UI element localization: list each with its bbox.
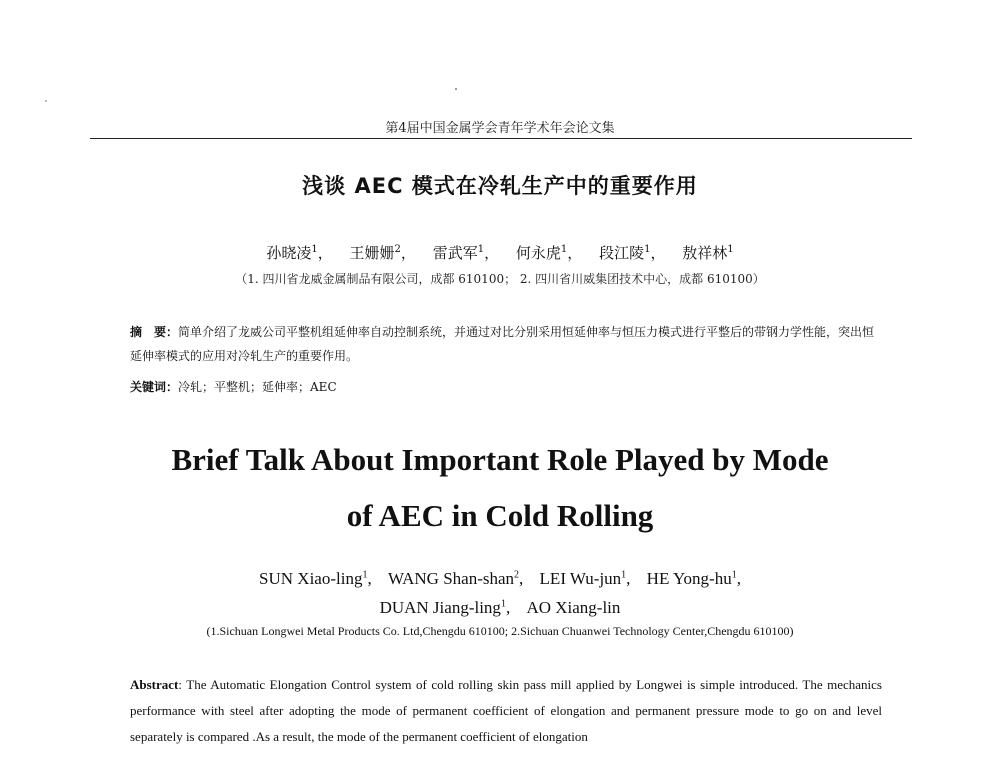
chinese-abstract [130,320,880,368]
author: 孙晓凌$^1$， [266,244,333,262]
running-header: 第4届中国金属学会青年学术年会论文集 [385,121,615,136]
english-affiliations: (1.Sichuan Longwei Metal Products Co. Ltd,Chengdu 610100; 2.Sichuan Chuanwei Technology Center,Chengdu 610100) [206,624,794,638]
english-title-line: Brief Talk About Important Role Played by Mode [171,442,829,477]
keywords-label: 关键词： [130,380,179,394]
author: AO Xiang-lin [526,598,621,618]
chinese-keywords [130,378,880,395]
author: HE Yong-$hu^1$, [646,568,741,588]
header-rule [90,138,912,139]
chinese-authors [0,242,1000,263]
english-title [0,432,1000,544]
english-abstract [130,672,882,750]
abstract-text: 简单介绍了龙威公司平整机组延伸率自动控制系统，并通过对比分别采用恒延伸率与恒压力模式进行平整后的带钢力学性能，突出恒延伸率模式的应用对冷轧生产的重要作用。 [130,325,875,363]
english-authors [0,562,1000,621]
author: DUAN Jiang-ling$^1$, [379,598,511,618]
scan-speck [45,100,47,102]
author: 王姗姗$^2$， [349,244,416,262]
author: SUN Xiao-ling$^1$, [259,568,372,588]
author: 敖祥林$^1$ [682,244,734,262]
scan-speck [455,88,457,90]
author: LEI Wu-jun$^1$, [539,568,631,588]
english-authors-line [0,592,1000,622]
chinese-title: 浅谈 AEC 模式在冷轧生产中的重要作用 [302,174,698,198]
abstract-text: : The Automatic Elongation Control system of cold rolling skin pass mill applied by Longwei is simple introduced. The mechanics performance with steel after adopting the mode of permanent coefficient of elongation and permanent pressure mode to go on and level separately is compared .As a result, the mode of the permanent coefficient of elongation [130,677,882,744]
keywords-text: 冷轧；平整机；延伸率；AEC [178,380,337,394]
chinese-affiliations: （1. 四川省龙威金属制品有限公司，成都 610100； 2. 四川省川威集团技术中心，成都 610100） [235,272,765,286]
author: 何永虎$^1$， [515,244,583,262]
author: 雷武军$^1$， [432,244,500,262]
english-title-line: of AEC in Cold Rolling [346,498,654,533]
author: 段江陵$^1$， [599,244,666,262]
english-authors-line [0,562,1000,592]
author: WANG Shan-shan$^2$, [387,568,524,588]
abstract-label: Abstract [130,677,179,692]
abstract-label: 摘 要： [130,325,179,339]
